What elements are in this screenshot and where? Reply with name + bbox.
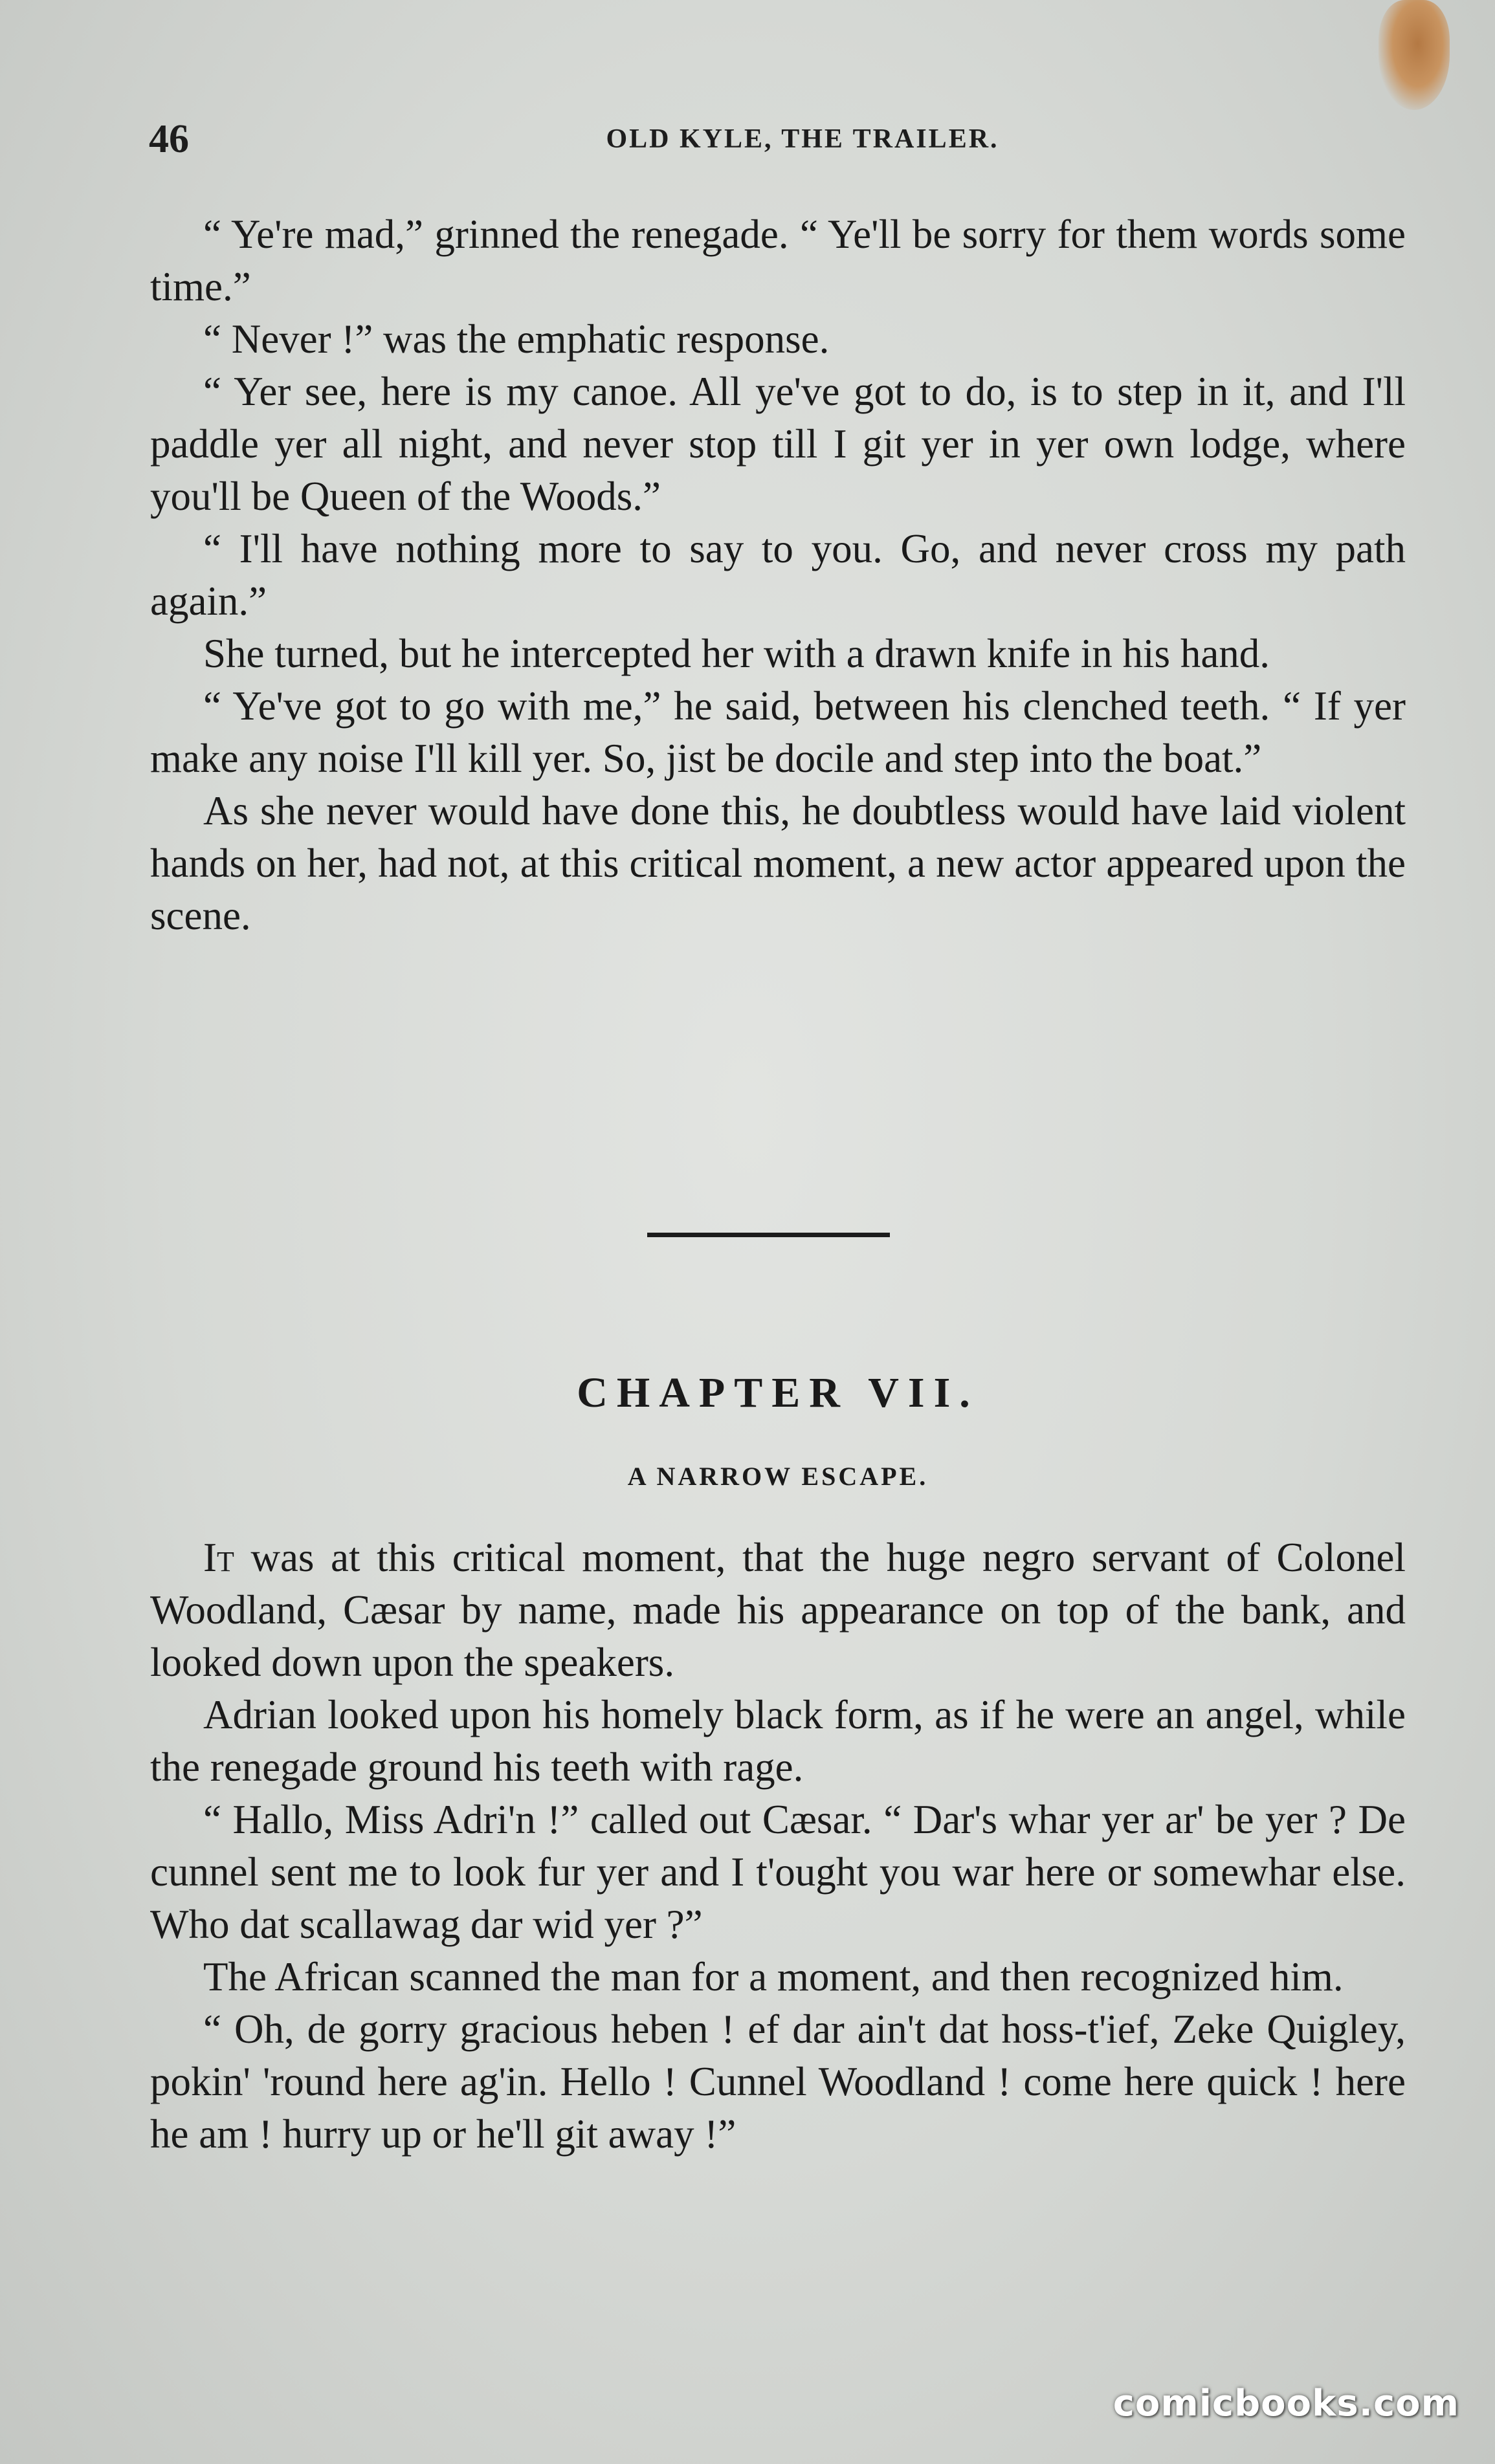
paragraph: “ I'll have nothing more to say to you. Go, and never cross my path again.” [150,526,1406,624]
page-header [149,113,1404,165]
text-section-1 [150,208,1406,942]
paragraph: “ Never !” was the emphatic response. [203,316,830,362]
paragraph: “ Ye've got to go with me,” he said, between his clenched teeth. “ If yer make any noise I'll kill yer. So, jist be docile and step into the boat.” [150,683,1406,781]
paragraph: Adrian looked upon his homely black form, as if he were an angel, while the renegade ground his teeth with rage. [150,1692,1406,1790]
opening-word: It [203,1535,234,1580]
section-divider [647,1233,890,1237]
watermark: comicbooks.com [1113,2382,1459,2425]
opening-text: was at this critical moment, that the huge negro servant of Colonel Woodland, Cæsar by name, made his appearance on top of the bank, and looked down upon the speakers. [150,1535,1406,1685]
paragraph: The African scanned the man for a moment, and then recognized him. [203,1954,1344,1999]
chapter-subtitle: A NARROW ESCAPE. [627,1462,929,1491]
paragraph: “ Yer see, here is my canoe. All ye've got to do, is to step in it, and I'll paddle yer all night, and never stop till I git yer in yer own lodge, where you'll be Queen of the Woods.” [150,369,1406,519]
page-number: 46 [149,117,189,161]
paragraph: She turned, but he intercepted her with a drawn knife in his hand. [203,631,1270,676]
paragraph: “ Hallo, Miss Adri'n !” called out Cæsar. “ Dar's whar yer ar' be yer ? De cunnel sent me to look fur yer and I t'ought you war here or somewhar else. Who dat scallawag dar wid yer ?” [150,1797,1406,1947]
paragraph: “ Ye're mad,” grinned the renegade. “ Ye'll be sorry for them words some time.” [150,212,1406,309]
text-section-2 [150,1532,1406,2161]
running-title: OLD KYLE, THE TRAILER. [606,124,999,154]
paragraph: “ Oh, de gorry gracious heben ! ef dar ain't dat hoss-t'ief, Zeke Quigley, pokin' 'round here ag'in. Hello ! Cunnel Woodland ! come here quick ! here he am ! hurry up or he'll git away !” [150,2007,1406,2157]
chapter-title: CHAPTER VII. [577,1369,979,1416]
paragraph-opening [150,1532,1406,1689]
paragraph: As she never would have done this, he doubtless would have laid violent hands on her, had not, at this critical moment, a new actor appeared upon the scene. [150,788,1406,938]
paper-stain [1379,0,1450,110]
